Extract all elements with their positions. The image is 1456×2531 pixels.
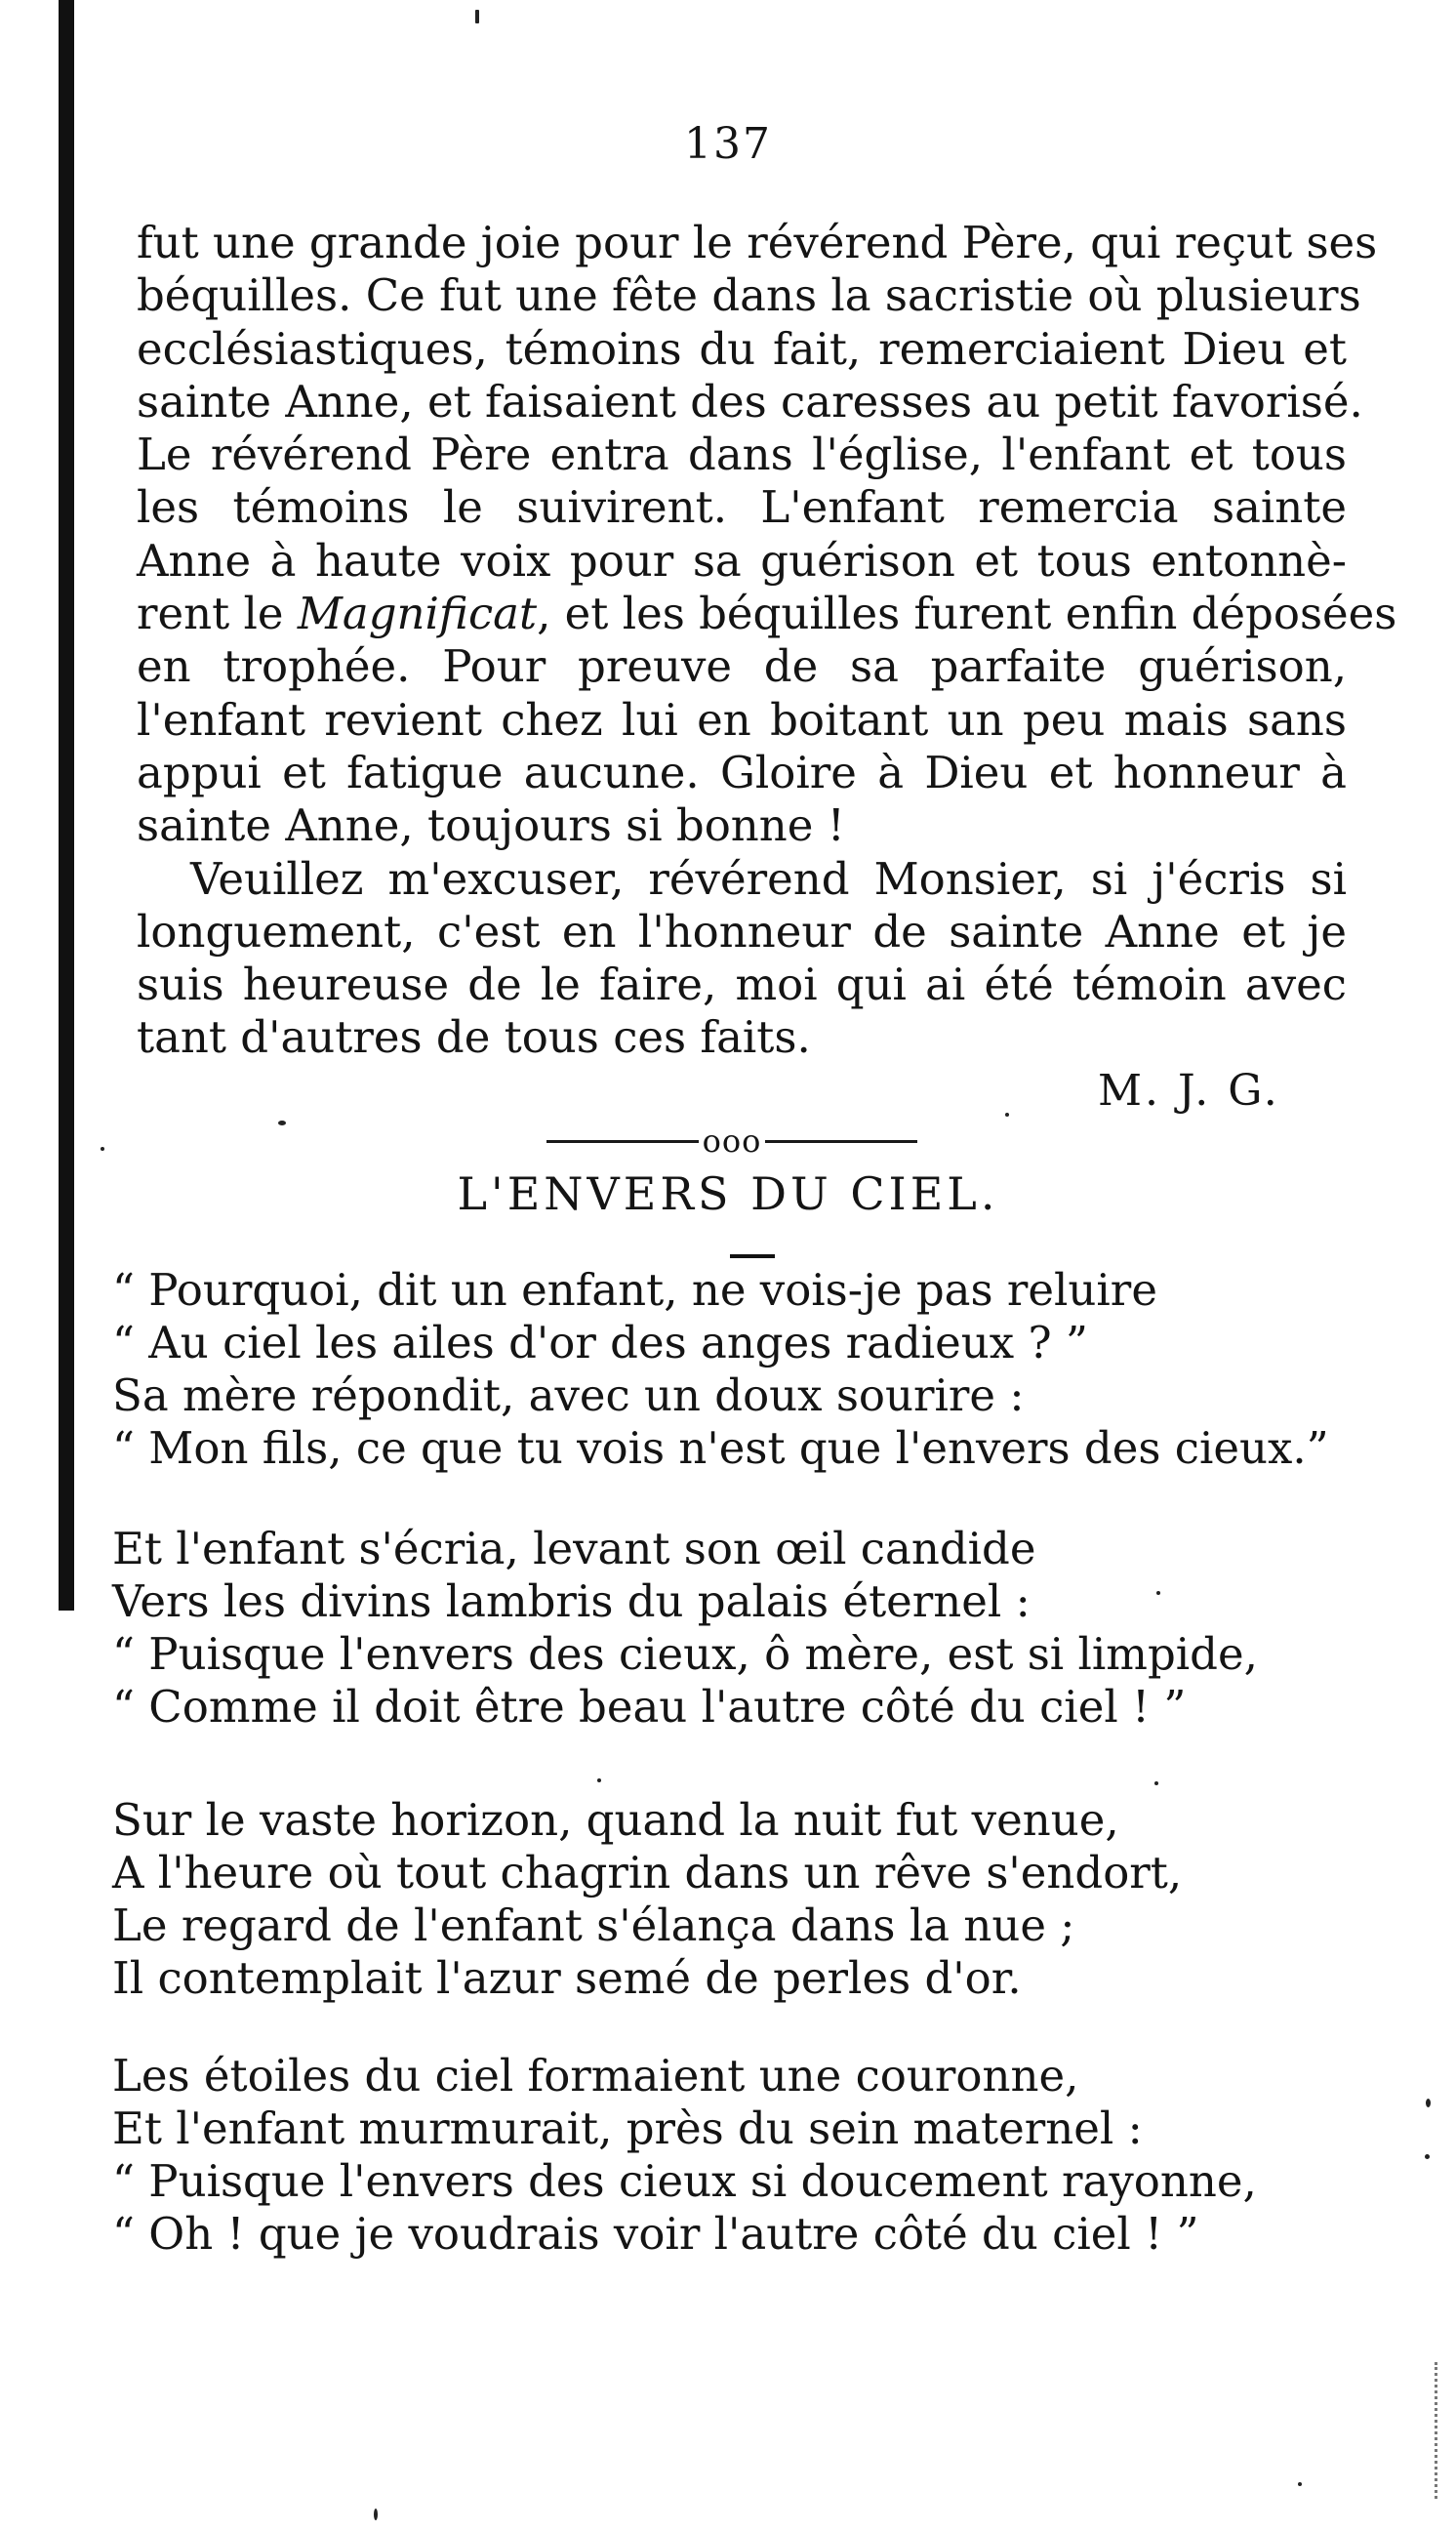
scan-speck <box>1426 2099 1431 2107</box>
page-number: 137 <box>684 119 772 169</box>
prose-line: Veuillez m'excuser, révérend Monsier, si j'écris si <box>190 852 1347 905</box>
poem-stanza <box>112 1794 1322 2005</box>
poem-stanza <box>112 1523 1322 1734</box>
scan-speck <box>1435 2362 1440 2499</box>
prose-line: Le révérend Père entra dans l'église, l'enfant et tous <box>137 429 1347 481</box>
separator-rule-right <box>765 1140 917 1143</box>
prose-line: longuement, c'est en l'honneur de sainte Anne et je <box>137 905 1347 958</box>
poem-stanza <box>112 2050 1322 2261</box>
prose-line-magnificat: rent le Magnificat, et les béquilles furent enfin déposées <box>137 588 1397 640</box>
scan-speck <box>1156 1591 1160 1595</box>
prose-line: sainte Anne, toujours si bonne ! <box>137 799 845 852</box>
prose-line: ecclésiastiques, témoins du fait, remerciaient Dieu et <box>137 322 1347 375</box>
prose-line: tant d'autres de tous ces faits. <box>137 1011 811 1064</box>
prose-line: l'enfant revient chez lui en boitant un peu mais sans <box>137 693 1347 746</box>
prose-line: béquilles. Ce fut une fête dans la sacristie où plusieurs <box>137 269 1361 322</box>
poem-line: “ Comme il doit être beau l'autre côté du ciel ! ” <box>112 1681 1187 1733</box>
prose-line: sainte Anne, et faisaient des caresses au petit favorisé. <box>137 375 1363 428</box>
scan-speck <box>1154 1781 1158 1785</box>
poem-line: A l'heure où tout chagrin dans un rêve s'endort, <box>112 1847 1183 1898</box>
scan-speck <box>597 1778 601 1782</box>
poem-line: Le regard de l'enfant s'élança dans la nue ; <box>112 1899 1075 1951</box>
prose-line: suis heureuse de le faire, moi qui ai été témoin avec <box>137 959 1347 1011</box>
scan-speck <box>475 10 479 23</box>
poem-line: Les étoiles du ciel formaient une couronne, <box>112 2050 1079 2102</box>
separator-rule-left <box>546 1140 699 1143</box>
scan-speck <box>1005 1113 1009 1117</box>
poem-stanza <box>112 1264 1329 1475</box>
prose-line: fut une grande joie pour le révérend Père, qui reçut ses <box>137 217 1378 268</box>
magnificat-word: Magnificat <box>297 588 538 640</box>
prose-block <box>137 217 1397 1065</box>
section-separator <box>546 1123 917 1160</box>
poem-line: “ Puisque l'envers des cieux si doucement rayonne, <box>112 2155 1257 2207</box>
poem-line: Vers les divins lambris du palais éternel : <box>112 1575 1031 1627</box>
prose-line: appui et fatigue aucune. Gloire à Dieu et honneur à <box>137 746 1347 798</box>
poem-line: “ Oh ! que je voudrais voir l'autre côté du ciel ! ” <box>112 2208 1199 2260</box>
poem-line: “ Mon fils, ce que tu vois n'est que l'envers des cieux.” <box>112 1422 1329 1474</box>
scan-speck <box>374 2509 378 2520</box>
prose-line: les témoins le suivirent. L'enfant remercia sainte <box>137 481 1347 534</box>
poem-line: Et l'enfant s'écria, levant son œil candide <box>112 1523 1036 1574</box>
poem-line: Sa mère répondit, avec un doux sourire : <box>112 1369 1025 1421</box>
poem-line: Il contemplait l'azur semé de perles d'or. <box>112 1952 1022 2004</box>
prose-line: Anne à haute voix pour sa guérison et tous entonnè- <box>137 534 1347 587</box>
scan-speck <box>101 1147 104 1151</box>
scan-speck <box>1425 2154 1430 2159</box>
poem-line: Et l'enfant murmurait, près du sein maternel : <box>112 2102 1143 2154</box>
signature: M. J. G. <box>1098 1066 1280 1116</box>
poem-line: “ Puisque l'envers des cieux, ô mère, est si limpide, <box>112 1628 1258 1680</box>
scan-speck <box>278 1121 286 1125</box>
poem-title: L'ENVERS DU CIEL. <box>457 1167 999 1220</box>
prose-line: en trophée. Pour preuve de sa parfaite guérison, <box>137 640 1347 693</box>
poem-line: “ Au ciel les ailes d'or des anges radieux ? ” <box>112 1317 1088 1368</box>
poem-line: Sur le vaste horizon, quand la nuit fut venue, <box>112 1794 1119 1846</box>
page-binding-edge <box>59 0 74 1611</box>
scan-speck <box>1298 2482 1302 2486</box>
poem-line: “ Pourquoi, dit un enfant, ne vois-je pas reluire <box>112 1264 1157 1316</box>
title-dash <box>730 1254 775 1258</box>
separator-ornament: ooo <box>702 1123 762 1160</box>
